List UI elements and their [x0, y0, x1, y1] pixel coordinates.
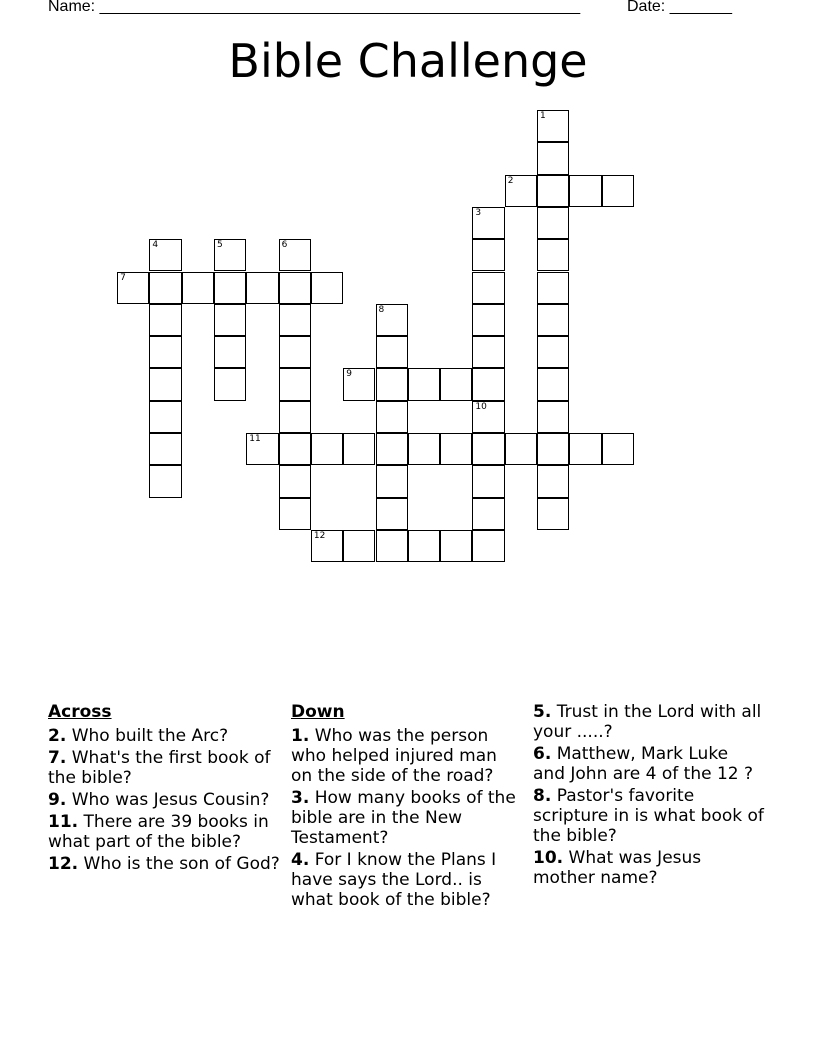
- clue-item: [48, 726, 280, 746]
- grid-cell[interactable]: [537, 142, 569, 174]
- clue-number: 6: [281, 240, 288, 251]
- grid-cell[interactable]: [472, 336, 504, 368]
- grid-cell[interactable]: [472, 239, 504, 271]
- down-heading: Down: [291, 702, 345, 722]
- clue-text: There are 39 books in what part of the bible?: [48, 812, 269, 852]
- grid-cell[interactable]: [505, 175, 537, 207]
- grid-cell[interactable]: [537, 465, 569, 497]
- date-field-line[interactable]: Date: _______: [627, 0, 732, 15]
- grid-cell[interactable]: [472, 368, 504, 400]
- clue-item: [533, 702, 765, 742]
- clue-number: 3: [475, 207, 482, 218]
- grid-cell[interactable]: [537, 272, 569, 304]
- clue-number-label: 2.: [48, 726, 67, 746]
- grid-cell[interactable]: [376, 433, 408, 465]
- grid-cell[interactable]: [214, 239, 246, 271]
- grid-cell[interactable]: [279, 401, 311, 433]
- grid-cell[interactable]: [117, 272, 149, 304]
- clue-number-label: 3.: [291, 788, 310, 808]
- grid-cell[interactable]: [472, 530, 504, 562]
- name-field-line[interactable]: Name: ______________________________________________________: [48, 0, 581, 15]
- grid-cell[interactable]: [149, 465, 181, 497]
- grid-cell[interactable]: [149, 336, 181, 368]
- clue-number-label: 4.: [291, 850, 310, 870]
- grid-cell[interactable]: [376, 304, 408, 336]
- grid-cell[interactable]: [472, 401, 504, 433]
- down-clue-list: [291, 726, 523, 910]
- grid-cell[interactable]: [472, 207, 504, 239]
- down-clues-column: [291, 702, 523, 912]
- clue-text: Who is the son of God?: [78, 854, 280, 874]
- clue-text: Matthew, Mark Luke and John are 4 of the 12 ?: [533, 744, 754, 784]
- grid-cell[interactable]: [537, 304, 569, 336]
- clue-number: 7: [120, 272, 126, 283]
- grid-cell[interactable]: [376, 336, 408, 368]
- grid-cell[interactable]: [408, 530, 440, 562]
- grid-cell[interactable]: [472, 304, 504, 336]
- clue-text: Who built the Arc?: [66, 726, 229, 746]
- grid-cell[interactable]: [537, 175, 569, 207]
- across-clue-list: [48, 726, 280, 874]
- grid-cell[interactable]: [279, 272, 311, 304]
- grid-cell[interactable]: [408, 368, 440, 400]
- grid-cell[interactable]: [537, 239, 569, 271]
- grid-cell[interactable]: [537, 433, 569, 465]
- clue-item: [533, 786, 765, 846]
- grid-cell[interactable]: [537, 110, 569, 142]
- clue-number: 12: [313, 530, 326, 541]
- grid-cell[interactable]: [376, 368, 408, 400]
- grid-cell[interactable]: [376, 530, 408, 562]
- grid-cell[interactable]: [279, 368, 311, 400]
- grid-cell[interactable]: [376, 401, 408, 433]
- grid-cell[interactable]: [343, 530, 375, 562]
- grid-cell[interactable]: [440, 530, 472, 562]
- grid-cell[interactable]: [149, 239, 181, 271]
- clue-number: 10: [475, 401, 487, 412]
- grid-cell[interactable]: [537, 336, 569, 368]
- clue-number: 5: [217, 240, 223, 251]
- grid-cell[interactable]: [537, 207, 569, 239]
- clue-item: [48, 748, 280, 788]
- grid-cell[interactable]: [602, 175, 634, 207]
- grid-cell[interactable]: [149, 433, 181, 465]
- grid-cell[interactable]: [569, 433, 601, 465]
- clue-number-label: 5.: [533, 702, 552, 722]
- clue-item: [48, 790, 280, 810]
- clue-item: [533, 744, 765, 784]
- grid-cell[interactable]: [149, 272, 181, 304]
- grid-cell[interactable]: [279, 336, 311, 368]
- clue-number: 11: [249, 434, 261, 444]
- grid-cell[interactable]: [311, 530, 343, 562]
- down-clues-column-continued: [533, 702, 765, 890]
- clue-item: [48, 812, 280, 852]
- clue-text: Trust in the Lord with all your .....?: [533, 702, 762, 742]
- grid-cell[interactable]: [279, 433, 311, 465]
- grid-cell[interactable]: [440, 368, 472, 400]
- grid-cell[interactable]: [279, 304, 311, 336]
- clue-number-label: 8.: [533, 786, 552, 806]
- clue-text: What was Jesus mother name?: [533, 848, 702, 888]
- grid-cell[interactable]: [376, 498, 408, 530]
- across-clues-column: [48, 702, 280, 876]
- grid-cell[interactable]: [569, 175, 601, 207]
- clue-item: [48, 854, 280, 874]
- clue-text: For I know the Plans I have says the Lord.. is what book of the bible?: [291, 850, 497, 910]
- grid-cell[interactable]: [279, 239, 311, 271]
- clue-text: Who was the person who helped injured man on the side of the road?: [291, 726, 497, 786]
- clue-text: Pastor's favorite scripture in is what book of the bible?: [533, 786, 764, 846]
- grid-cell[interactable]: [149, 401, 181, 433]
- clue-number-label: 9.: [48, 790, 67, 810]
- grid-cell[interactable]: [311, 272, 343, 304]
- clue-text: Who was Jesus Cousin?: [66, 790, 270, 810]
- clue-item: [291, 788, 523, 848]
- clue-text: What's the first book of the bible?: [48, 748, 271, 788]
- clue-item: [533, 848, 765, 888]
- grid-cell[interactable]: [440, 433, 472, 465]
- clue-number-label: 6.: [533, 744, 552, 764]
- clue-number-label: 1.: [291, 726, 310, 746]
- clue-number: 2: [507, 175, 514, 186]
- grid-cell[interactable]: [472, 498, 504, 530]
- grid-cell[interactable]: [537, 498, 569, 530]
- grid-cell[interactable]: [214, 272, 246, 304]
- grid-cell[interactable]: [311, 433, 343, 465]
- grid-cell[interactable]: [472, 465, 504, 497]
- grid-cell[interactable]: [214, 304, 246, 336]
- grid-cell[interactable]: [343, 433, 375, 465]
- clue-item: [291, 850, 523, 910]
- grid-cell[interactable]: [537, 401, 569, 433]
- clue-number-label: 11.: [48, 812, 79, 832]
- grid-cell[interactable]: [376, 465, 408, 497]
- grid-cell[interactable]: [182, 272, 214, 304]
- grid-cell[interactable]: [472, 433, 504, 465]
- grid-cell[interactable]: [472, 272, 504, 304]
- grid-cell[interactable]: [505, 433, 537, 465]
- down-clue-list-continued: [533, 702, 765, 888]
- clue-number-label: 12.: [48, 854, 79, 874]
- grid-cell[interactable]: [246, 433, 278, 465]
- clue-number-label: 10.: [533, 848, 564, 868]
- grid-cell[interactable]: [214, 336, 246, 368]
- grid-cell[interactable]: [214, 368, 246, 400]
- grid-cell[interactable]: [537, 368, 569, 400]
- clue-item: [291, 726, 523, 786]
- grid-cell[interactable]: [279, 498, 311, 530]
- grid-cell[interactable]: [149, 368, 181, 400]
- grid-cell[interactable]: [246, 272, 278, 304]
- page-title: Bible Challenge: [228, 34, 588, 88]
- clue-text: How many books of the bible are in the New Testament?: [291, 788, 516, 848]
- grid-cell[interactable]: [343, 368, 375, 400]
- clue-number-label: 7.: [48, 748, 67, 768]
- across-heading: Across: [48, 702, 112, 722]
- clue-number: 8: [378, 304, 385, 315]
- grid-cell[interactable]: [149, 304, 181, 336]
- grid-cell[interactable]: [602, 433, 634, 465]
- clue-number: 4: [152, 240, 159, 251]
- grid-cell[interactable]: [279, 465, 311, 497]
- clue-number: 1: [540, 111, 546, 121]
- grid-cell[interactable]: [408, 433, 440, 465]
- clue-number: 9: [346, 369, 352, 380]
